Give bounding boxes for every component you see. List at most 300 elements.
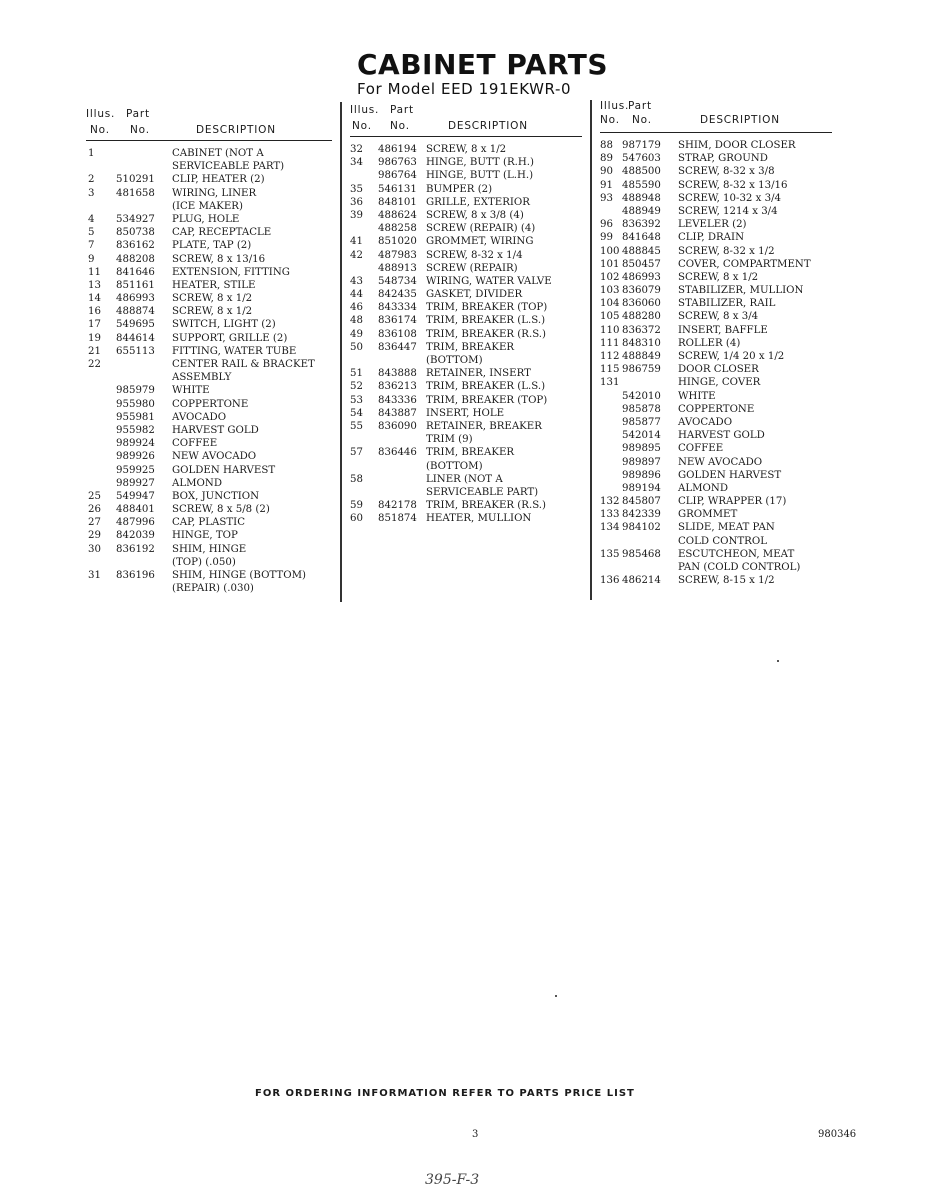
illus-number: 35 — [350, 183, 363, 195]
illus-number: 132 — [600, 496, 620, 508]
part-description: WHITE — [172, 385, 210, 397]
part-number: 548734 — [378, 275, 417, 287]
part-description: SERVICEABLE PART) — [172, 161, 285, 173]
part-description: SUPPORT, GRILLE (2) — [172, 332, 288, 344]
part-description: TRIM, BREAKER — [426, 341, 515, 353]
part-number: 989897 — [622, 456, 661, 468]
parts-row — [350, 301, 582, 314]
document-number: 980346 — [818, 1129, 857, 1140]
illus-number: 102 — [600, 271, 620, 283]
part-description: SCREW, 8-32 x 1/4 — [426, 249, 523, 261]
illus-number: 60 — [350, 513, 363, 525]
part-number: 534927 — [116, 213, 155, 225]
part-description: DOOR CLOSER — [678, 364, 759, 376]
illus-number: 3 — [88, 187, 95, 199]
part-number: 841648 — [622, 232, 661, 244]
parts-row — [86, 266, 332, 279]
part-number: 845807 — [622, 496, 661, 508]
illus-number: 2 — [88, 174, 95, 186]
parts-row — [600, 205, 832, 218]
parts-row — [86, 173, 332, 186]
illus-number: 9 — [88, 253, 95, 265]
illus-number: 110 — [600, 324, 620, 336]
illus-number: 101 — [600, 258, 620, 270]
illus-number: 104 — [600, 298, 620, 310]
part-description: TRIM, BREAKER (TOP) — [426, 394, 548, 406]
parts-row — [350, 156, 582, 169]
header-illus-no: No. — [352, 120, 372, 132]
part-number: 488624 — [378, 209, 417, 221]
illus-number: 111 — [600, 337, 620, 349]
part-number: 488874 — [116, 306, 155, 318]
part-number: 841646 — [116, 266, 155, 278]
part-description: HINGE, BUTT (L.H.) — [426, 170, 534, 182]
part-description: LINER (NOT A — [426, 473, 503, 485]
part-number: 985877 — [622, 416, 661, 428]
part-number: 488845 — [622, 245, 661, 257]
part-description: AVOCADO — [172, 411, 227, 423]
part-description: ALMOND — [678, 482, 728, 494]
parts-row — [86, 411, 332, 424]
parts-column-3 — [600, 100, 832, 587]
part-description: COPPERTONE — [678, 403, 755, 415]
part-description: SCREW, 1/4 20 x 1/2 — [678, 351, 785, 362]
illus-number: 53 — [350, 394, 363, 406]
header-illus: Illus. — [86, 108, 116, 120]
part-description: ESCUTCHEON, MEAT — [678, 548, 795, 560]
parts-row — [600, 469, 832, 482]
part-description: CAP, RECEPTACLE — [172, 227, 272, 239]
part-description: PAN (COLD CONTROL) — [678, 562, 801, 573]
illus-number: 131 — [600, 377, 620, 389]
illus-number: 135 — [600, 548, 620, 560]
part-description: GRILLE, EXTERIOR — [426, 196, 530, 208]
header-illus: Illus. — [350, 104, 380, 116]
part-description: SERVICEABLE PART) — [426, 486, 539, 498]
part-number: 486993 — [622, 271, 661, 283]
illus-number: 32 — [350, 144, 363, 155]
part-description: HINGE, COVER — [678, 377, 761, 389]
part-number: 836392 — [622, 219, 661, 231]
part-number: 836079 — [622, 285, 661, 297]
parts-row — [350, 196, 582, 209]
part-description: AVOCADO — [678, 416, 733, 428]
part-description: PLUG, HOLE — [172, 213, 240, 225]
illus-number: 30 — [88, 543, 101, 555]
part-description: SLIDE, MEAT PAN — [678, 522, 775, 534]
part-description: (TOP) (.050) — [172, 556, 236, 568]
illus-number: 96 — [600, 219, 613, 231]
parts-row — [86, 543, 332, 556]
parts-row — [600, 403, 832, 416]
part-number: 989896 — [622, 469, 661, 481]
part-number: 488208 — [116, 253, 155, 265]
parts-row — [600, 350, 832, 363]
part-number: 549695 — [116, 319, 155, 331]
parts-row — [86, 582, 332, 595]
part-number: 987179 — [622, 140, 661, 151]
illus-number: 134 — [600, 522, 620, 534]
illus-number: 112 — [600, 351, 620, 362]
part-number: 955981 — [116, 411, 155, 423]
part-description: BOX, JUNCTION — [172, 490, 260, 502]
part-number: 488280 — [622, 311, 661, 323]
part-description: SCREW, 8 x 5/8 (2) — [172, 504, 270, 516]
part-number: 955980 — [116, 398, 155, 410]
illus-number: 17 — [88, 319, 101, 331]
header-part: Part — [628, 100, 652, 112]
part-description: GROMMET, WIRING — [426, 236, 534, 248]
part-number: 842178 — [378, 500, 417, 512]
part-description: TRIM, BREAKER (L.S.) — [426, 381, 546, 393]
part-number: 836108 — [378, 328, 417, 340]
parts-row — [600, 574, 832, 587]
parts-row — [86, 384, 332, 397]
illus-number: 99 — [600, 232, 613, 244]
parts-row — [350, 433, 582, 446]
parts-row — [350, 473, 582, 486]
part-number: 842039 — [116, 530, 155, 542]
parts-row — [600, 310, 832, 323]
scan-speck — [777, 660, 779, 662]
part-number: 843336 — [378, 394, 417, 406]
part-number: 851161 — [116, 279, 155, 291]
parts-row — [86, 371, 332, 384]
part-number: 542014 — [622, 430, 661, 442]
part-number: 487996 — [116, 517, 155, 529]
parts-row — [600, 165, 832, 178]
part-description: STRAP, GROUND — [678, 153, 768, 165]
part-description: GOLDEN HARVEST — [678, 469, 782, 481]
illus-number: 34 — [350, 157, 363, 169]
part-number: 488849 — [622, 351, 661, 362]
part-number: 546131 — [378, 183, 417, 195]
part-number: 836196 — [116, 570, 155, 581]
part-number: 985878 — [622, 403, 661, 415]
parts-row — [600, 324, 832, 337]
part-number: 836447 — [378, 341, 417, 353]
part-number: 836090 — [378, 420, 417, 432]
illus-number: 133 — [600, 509, 620, 521]
parts-row — [350, 235, 582, 248]
illus-number: 42 — [350, 249, 363, 261]
parts-row — [86, 503, 332, 516]
part-description: INSERT, BAFFLE — [678, 324, 768, 336]
part-description: RETAINER, BREAKER — [426, 420, 542, 432]
illus-number: 36 — [350, 196, 363, 208]
parts-row — [350, 499, 582, 512]
part-description: TRIM, BREAKER (TOP) — [426, 302, 548, 314]
parts-row — [86, 226, 332, 239]
part-description: SCREW, 8 x 1/2 — [678, 271, 759, 283]
parts-row — [86, 279, 332, 292]
parts-row — [350, 486, 582, 499]
part-number: 985979 — [116, 385, 155, 397]
part-description: ASSEMBLY — [172, 372, 232, 384]
parts-row — [86, 490, 332, 503]
part-number: 488258 — [378, 223, 417, 235]
part-description: TRIM, BREAKER (L.S.) — [426, 315, 546, 327]
part-description: CLIP, WRAPPER (17) — [678, 496, 787, 508]
part-number: 851020 — [378, 236, 417, 248]
part-description: WIRING, WATER VALVE — [426, 275, 552, 287]
part-description: (REPAIR) (.030) — [172, 583, 254, 595]
part-description: SWITCH, LIGHT (2) — [172, 319, 276, 331]
parts-row — [350, 512, 582, 525]
parts-row — [350, 262, 582, 275]
parts-row — [600, 495, 832, 508]
part-number: 989924 — [116, 438, 155, 450]
illus-number: 26 — [88, 504, 101, 516]
part-number: 985468 — [622, 548, 661, 560]
illus-number: 55 — [350, 420, 363, 432]
column-divider-1 — [340, 102, 342, 602]
part-number: 986764 — [378, 170, 417, 182]
part-number: 510291 — [116, 174, 155, 186]
part-description: SHIM, DOOR CLOSER — [678, 140, 796, 151]
part-number: 549947 — [116, 490, 155, 502]
parts-row — [600, 442, 832, 455]
part-number: 984102 — [622, 522, 661, 534]
part-description: CLIP, DRAIN — [678, 232, 744, 244]
parts-row — [600, 521, 832, 534]
parts-row — [600, 548, 832, 561]
parts-row — [86, 516, 332, 529]
part-number: 842339 — [622, 509, 661, 521]
parts-row — [350, 288, 582, 301]
part-number: 542010 — [622, 390, 661, 402]
header-description: DESCRIPTION — [196, 124, 276, 136]
page-title: CABINET PARTS — [357, 48, 609, 81]
part-number: 481658 — [116, 187, 155, 199]
parts-row — [600, 218, 832, 231]
part-number: 836162 — [116, 240, 155, 252]
parts-row — [350, 249, 582, 262]
part-number: 836174 — [378, 315, 417, 327]
part-description: ROLLER (4) — [678, 337, 741, 349]
parts-row — [600, 376, 832, 389]
part-description: EXTENSION, FITTING — [172, 266, 290, 278]
parts-row — [350, 209, 582, 222]
parts-row — [350, 460, 582, 473]
parts-row — [86, 424, 332, 437]
part-number: 843888 — [378, 368, 417, 380]
illus-number: 39 — [350, 209, 363, 221]
part-number: 836372 — [622, 324, 661, 336]
part-number: 488913 — [378, 262, 417, 274]
parts-list — [350, 143, 582, 525]
parts-row — [350, 222, 582, 235]
parts-row — [86, 332, 332, 345]
part-description: HEATER, STILE — [172, 279, 256, 291]
part-description: STABILIZER, MULLION — [678, 285, 804, 297]
parts-row — [86, 200, 332, 213]
part-number: 488500 — [622, 166, 661, 178]
part-description: ALMOND — [172, 477, 222, 489]
part-description: FITTING, WATER TUBE — [172, 345, 297, 357]
parts-row — [600, 231, 832, 244]
parts-row — [86, 464, 332, 477]
illus-number: 46 — [350, 302, 363, 314]
illus-number: 29 — [88, 530, 101, 542]
part-description: SHIM, HINGE — [172, 543, 247, 555]
illus-number: 44 — [350, 289, 363, 301]
illus-number: 5 — [88, 227, 95, 239]
part-description: STABILIZER, RAIL — [678, 298, 776, 310]
header-description: DESCRIPTION — [448, 120, 528, 132]
part-number: 848310 — [622, 337, 661, 349]
illus-number: 11 — [88, 266, 101, 278]
part-description: COFFEE — [678, 443, 724, 455]
illus-number: 51 — [350, 368, 363, 380]
header-part-no: No. — [130, 124, 150, 136]
parts-row — [600, 363, 832, 376]
part-description: GROMMET — [678, 509, 738, 521]
illus-number: 48 — [350, 315, 363, 327]
part-number: 655113 — [116, 345, 155, 357]
part-description: SCREW, 8 x 1/2 — [172, 293, 253, 305]
part-description: TRIM, BREAKER (R.S.) — [426, 328, 547, 340]
illus-number: 27 — [88, 517, 101, 529]
part-description: BUMPER (2) — [426, 183, 493, 195]
header-part: Part — [390, 104, 414, 116]
parts-column-2 — [350, 104, 582, 525]
parts-row — [350, 183, 582, 196]
part-number: 487983 — [378, 249, 417, 261]
part-description: HINGE, TOP — [172, 530, 238, 542]
illus-number: 57 — [350, 447, 363, 459]
part-description: NEW AVOCADO — [172, 451, 257, 463]
part-description: HARVEST GOLD — [678, 430, 765, 442]
part-description: SCREW, 8 x 13/16 — [172, 253, 266, 265]
part-description: CENTER RAIL & BRACKET — [172, 359, 315, 370]
part-description: COPPERTONE — [172, 398, 249, 410]
illus-number: 19 — [88, 332, 101, 344]
parts-row — [86, 437, 332, 450]
illus-number: 136 — [600, 575, 620, 587]
model-subtitle: For Model EED 191EKWR-0 — [357, 80, 572, 98]
illus-number: 49 — [350, 328, 363, 340]
part-description: CLIP, HEATER (2) — [172, 174, 265, 186]
header-part-no: No. — [632, 114, 652, 126]
part-number: 989194 — [622, 482, 661, 494]
part-number: 547603 — [622, 153, 661, 165]
parts-row — [600, 297, 832, 310]
part-description: SCREW, 8-15 x 1/2 — [678, 575, 775, 587]
illus-number: 115 — [600, 364, 620, 376]
column-header — [600, 100, 832, 133]
illus-number: 41 — [350, 236, 363, 248]
part-description: COLD CONTROL — [678, 535, 767, 547]
part-description: SCREW, 1214 x 3/4 — [678, 205, 778, 217]
part-number: 486214 — [622, 575, 661, 587]
part-description: TRIM, BREAKER (R.S.) — [426, 500, 547, 512]
ordering-info-footer: FOR ORDERING INFORMATION REFER TO PARTS PRICE LIST — [255, 1088, 635, 1099]
parts-row — [350, 420, 582, 433]
illus-number: 25 — [88, 490, 101, 502]
part-description: RETAINER, INSERT — [426, 368, 531, 380]
part-number: 851874 — [378, 513, 417, 525]
parts-row — [86, 569, 332, 582]
part-number: 836060 — [622, 298, 661, 310]
parts-row — [86, 345, 332, 358]
illus-number: 1 — [88, 148, 95, 159]
part-description: SCREW, 8-32 x 1/2 — [678, 245, 775, 257]
part-description: SCREW, 8-32 x 3/8 — [678, 166, 775, 178]
column-header — [86, 108, 332, 141]
parts-row — [86, 450, 332, 463]
part-description: (BOTTOM) — [426, 355, 483, 366]
parts-row — [86, 147, 332, 160]
illus-number: 88 — [600, 140, 613, 151]
illus-number: 103 — [600, 285, 620, 297]
illus-number: 105 — [600, 311, 620, 323]
part-number: 485590 — [622, 179, 661, 191]
parts-row — [600, 416, 832, 429]
parts-row — [600, 429, 832, 442]
parts-row — [86, 318, 332, 331]
part-number: 486194 — [378, 144, 417, 155]
part-description: WHITE — [678, 390, 716, 402]
parts-row — [350, 394, 582, 407]
part-number: 850738 — [116, 227, 155, 239]
parts-row — [600, 139, 832, 152]
handwritten-note: 395-F-3 — [425, 1172, 480, 1188]
parts-row — [350, 314, 582, 327]
part-description: HEATER, MULLION — [426, 513, 532, 525]
parts-row — [350, 446, 582, 459]
column-divider-2 — [590, 100, 592, 600]
part-number: 850457 — [622, 258, 661, 270]
illus-number: 7 — [88, 240, 95, 252]
part-number: 836192 — [116, 543, 155, 555]
parts-row — [86, 292, 332, 305]
parts-row — [86, 187, 332, 200]
illus-number: 52 — [350, 381, 363, 393]
illus-number: 90 — [600, 166, 613, 178]
part-number: 955982 — [116, 424, 155, 436]
parts-row — [600, 337, 832, 350]
parts-row — [600, 179, 832, 192]
illus-number: 59 — [350, 500, 363, 512]
part-description: HARVEST GOLD — [172, 424, 259, 436]
part-description: SCREW (REPAIR) — [426, 262, 518, 274]
parts-row — [350, 380, 582, 393]
parts-row — [600, 258, 832, 271]
parts-row — [86, 305, 332, 318]
illus-number: 89 — [600, 153, 613, 165]
part-number: 986759 — [622, 364, 661, 376]
column-header — [350, 104, 582, 137]
illus-number: 13 — [88, 279, 101, 291]
part-description: GASKET, DIVIDER — [426, 289, 523, 301]
part-description: PLATE, TAP (2) — [172, 240, 252, 252]
parts-row — [350, 341, 582, 354]
illus-number: 31 — [88, 570, 101, 581]
parts-row — [600, 284, 832, 297]
part-number: 959925 — [116, 464, 155, 476]
parts-row — [350, 407, 582, 420]
parts-row — [600, 482, 832, 495]
header-description: DESCRIPTION — [700, 114, 780, 126]
parts-row — [350, 143, 582, 156]
part-number: 488948 — [622, 192, 661, 204]
illus-number: 100 — [600, 245, 620, 257]
parts-row — [86, 160, 332, 173]
parts-row — [600, 456, 832, 469]
parts-row — [86, 398, 332, 411]
part-description: CABINET (NOT A — [172, 148, 264, 159]
